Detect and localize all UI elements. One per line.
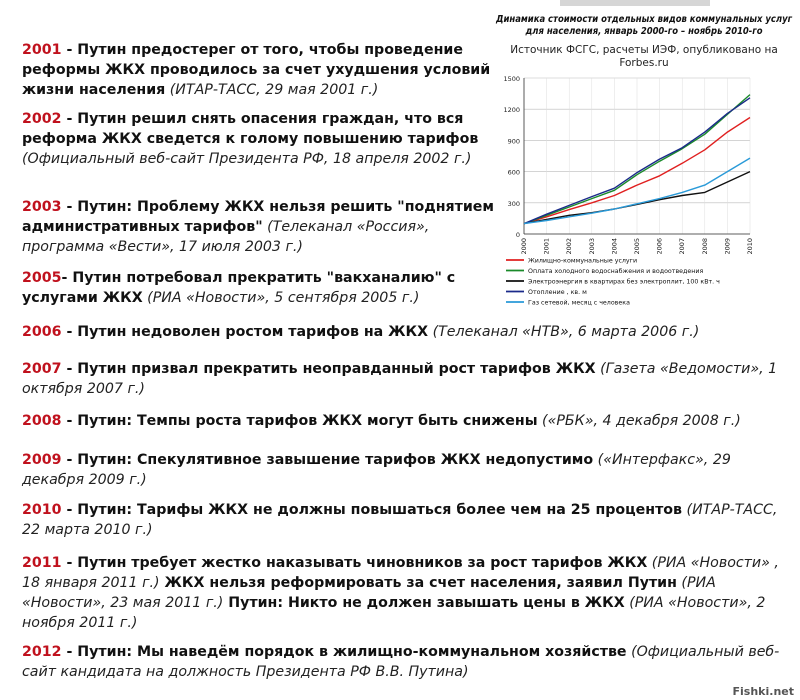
x-tick-label: 2004 — [610, 238, 619, 255]
entry-source: (Телеканал «Россия», программа «Вести», 17 июля 2003 г.) — [22, 219, 430, 255]
entry-year: 2007 — [22, 361, 62, 377]
entry-source: (РИА «Новости», 2 ноября 2011 г.) — [22, 595, 766, 631]
x-tick-label: 2007 — [678, 238, 687, 255]
x-tick-label: 2001 — [542, 238, 551, 255]
entry-2007: 2007 - Путин призвал прекратить неоправданный рост тарифов ЖКХ (Газета «Ведомости», 1 октября 2007 г.) — [22, 361, 778, 397]
entry-year: 2003 — [22, 199, 62, 215]
entry-year: 2012 — [22, 644, 62, 660]
entry-text: ЖКХ нельзя реформировать за счет населения, заявил Путин — [159, 575, 677, 591]
x-tick-label: 2003 — [587, 238, 596, 255]
watermark: Fishki.net — [732, 685, 794, 698]
top-edge-strip — [560, 0, 710, 6]
y-tick-label: 1500 — [503, 75, 520, 83]
entry-source: (ИТАР-ТАСС, 29 мая 2001 г.) — [165, 82, 379, 98]
entry-source: (Телеканал «НТВ», 6 марта 2006 г.) — [428, 324, 700, 340]
entry-text: Путин: Темпы роста тарифов ЖКХ могут быть снижены — [77, 413, 538, 429]
entry-text: Путин: Никто не должен завышать цены в ЖКХ — [223, 595, 625, 611]
entry-text: Путин потребовал прекратить "вакханалию" с услугами ЖКХ — [22, 270, 456, 306]
y-tick-label: 900 — [507, 137, 520, 146]
x-tick-label: 2010 — [746, 238, 754, 255]
entry-text: Путин: Тарифы ЖКХ не должны повышаться более чем на 25 процентов — [77, 502, 683, 518]
entry-2005: 2005- Путин потребовал прекратить "вакханалию" с услугами ЖКХ (РИА «Новости», 5 сентября 2005 г.) — [22, 270, 456, 306]
chart-source: Источник ФСГС, расчеты ИЭФ, опубликовано на Forbes.ru — [510, 44, 778, 69]
legend-label: Электроэнергия в квартирах без электроплит, 100 кВт. ч — [528, 278, 720, 286]
x-tick-label: 2002 — [565, 238, 574, 255]
entry-2011: 2011 - Путин требует жестко наказывать чиновников за рост тарифов ЖКХ (РИА «Новости» , 18 января 2011 г.) ЖКХ нельзя реформировать за счет населения, заявил Путин (РИА «Новости», 23 мая 2011 г.) Путин: Никто не должен завышать цены в ЖКХ (РИА «Новости», 2 ноября 2011 г.) — [22, 555, 779, 631]
entry-year: 2005 — [22, 270, 62, 286]
entry-2003: 2003 - Путин: Проблему ЖКХ нельзя решить "поднятием административных тарифов" (Телеканал «Россия», программа «Вести», 17 июля 2003 г.) — [22, 199, 494, 255]
x-tick-label: 2005 — [633, 238, 641, 255]
x-tick-label: 2000 — [520, 238, 528, 255]
entry-text: Путин предостерег от того, чтобы проведение реформы ЖКХ проводилось за счет ухудшения условий жизни населения — [22, 42, 491, 98]
y-tick-label: 600 — [507, 168, 520, 177]
entry-source: (Официальный веб-сайт кандидата на должность Президента РФ В.В. Путина) — [22, 644, 780, 680]
entry-2008: 2008 - Путин: Темпы роста тарифов ЖКХ могут быть снижены («РБК», 4 декабря 2008 г.) — [22, 413, 741, 429]
entry-year: 2001 — [22, 42, 62, 58]
entry-2012: 2012 - Путин: Мы наведём порядок в жилищно-коммунальном хозяйстве (Официальный веб-сайт кандидата на должность Президента РФ В.В. Путина) — [22, 644, 780, 680]
y-tick-label: 1200 — [503, 106, 520, 115]
entry-2009: 2009 - Путин: Спекулятивное завышение тарифов ЖКХ недопустимо («Интерфакс», 29 декабря 2009 г.) — [22, 452, 731, 488]
entry-source: (Официальный веб-сайт Президента РФ, 18 апреля 2002 г.) — [22, 151, 472, 167]
tariff-chart — [494, 14, 794, 319]
x-tick-label: 2006 — [655, 238, 664, 255]
entry-year: 2002 — [22, 111, 62, 127]
entry-source: (РИА «Новости», 23 мая 2011 г.) — [22, 575, 716, 611]
entry-text: Путин недоволен ростом тарифов на ЖКХ — [77, 324, 429, 340]
entry-text: Путин: Мы наведём порядок в жилищно-коммунальном хозяйстве — [77, 644, 627, 660]
entry-text: Путин решил снять опасения граждан, что вся реформа ЖКХ сведется к голому повышению тарифов — [22, 111, 479, 147]
entry-source: (РИА «Новости» , 18 января 2011 г.) — [22, 555, 779, 591]
entry-year: 2009 — [22, 452, 62, 468]
entry-year: 2006 — [22, 324, 62, 340]
entry-source: (РИА «Новости», 5 сентября 2005 г.) — [142, 290, 420, 306]
entry-2002: 2002 - Путин решил снять опасения граждан, что вся реформа ЖКХ сведется к голому повышению тарифов (Официальный веб-сайт Президента РФ, 18 апреля 2002 г.) — [22, 111, 479, 167]
y-tick-label: 0 — [515, 231, 520, 239]
entry-source: (ИТАР-ТАСС, 22 марта 2010 г.) — [22, 502, 778, 538]
legend-label: Жилищно-коммунальные услуги — [528, 257, 638, 265]
entry-text: Путин призвал прекратить неоправданный рост тарифов ЖКХ — [77, 361, 596, 377]
entry-2010: 2010 - Путин: Тарифы ЖКХ не должны повышаться более чем на 25 процентов (ИТАР-ТАСС, 22 марта 2010 г.) — [22, 502, 778, 538]
entry-source: («Интерфакс», 29 декабря 2009 г.) — [22, 452, 731, 488]
y-tick-label: 300 — [507, 199, 520, 208]
chart-plot — [494, 14, 794, 319]
legend-label: Отопление , кв. м — [528, 289, 587, 296]
entry-source: (Газета «Ведомости», 1 октября 2007 г.) — [22, 361, 778, 397]
entry-text: Путин: Проблему ЖКХ нельзя решить "поднятием административных тарифов" — [22, 199, 494, 235]
x-tick-label: 2009 — [723, 238, 732, 255]
legend-label: Оплата холодного водоснабжения и водоотведения — [528, 268, 704, 275]
chart-title: Динамика стоимости отдельных видов коммунальных услуг для населения, январь 2000-го – ноябрь 2010-го — [495, 14, 793, 37]
entry-year: 2010 — [22, 502, 62, 518]
entry-year: 2011 — [22, 555, 62, 571]
entry-year: 2008 — [22, 413, 62, 429]
legend-label: Газ сетевой, месяц с человека — [528, 299, 630, 307]
entry-text: Путин требует жестко наказывать чиновников за рост тарифов ЖКХ — [77, 555, 648, 571]
entry-2001: 2001 - Путин предостерег от того, чтобы проведение реформы ЖКХ проводилось за счет ухудшения условий жизни населения (ИТАР-ТАСС, 29 мая 2001 г.) — [22, 42, 491, 98]
x-tick-label: 2008 — [700, 238, 709, 255]
entry-text: Путин: Спекулятивное завышение тарифов ЖКХ недопустимо — [77, 452, 594, 468]
entry-2006: 2006 - Путин недоволен ростом тарифов на ЖКХ (Телеканал «НТВ», 6 марта 2006 г.) — [22, 324, 700, 340]
entry-source: («РБК», 4 декабря 2008 г.) — [537, 413, 741, 429]
